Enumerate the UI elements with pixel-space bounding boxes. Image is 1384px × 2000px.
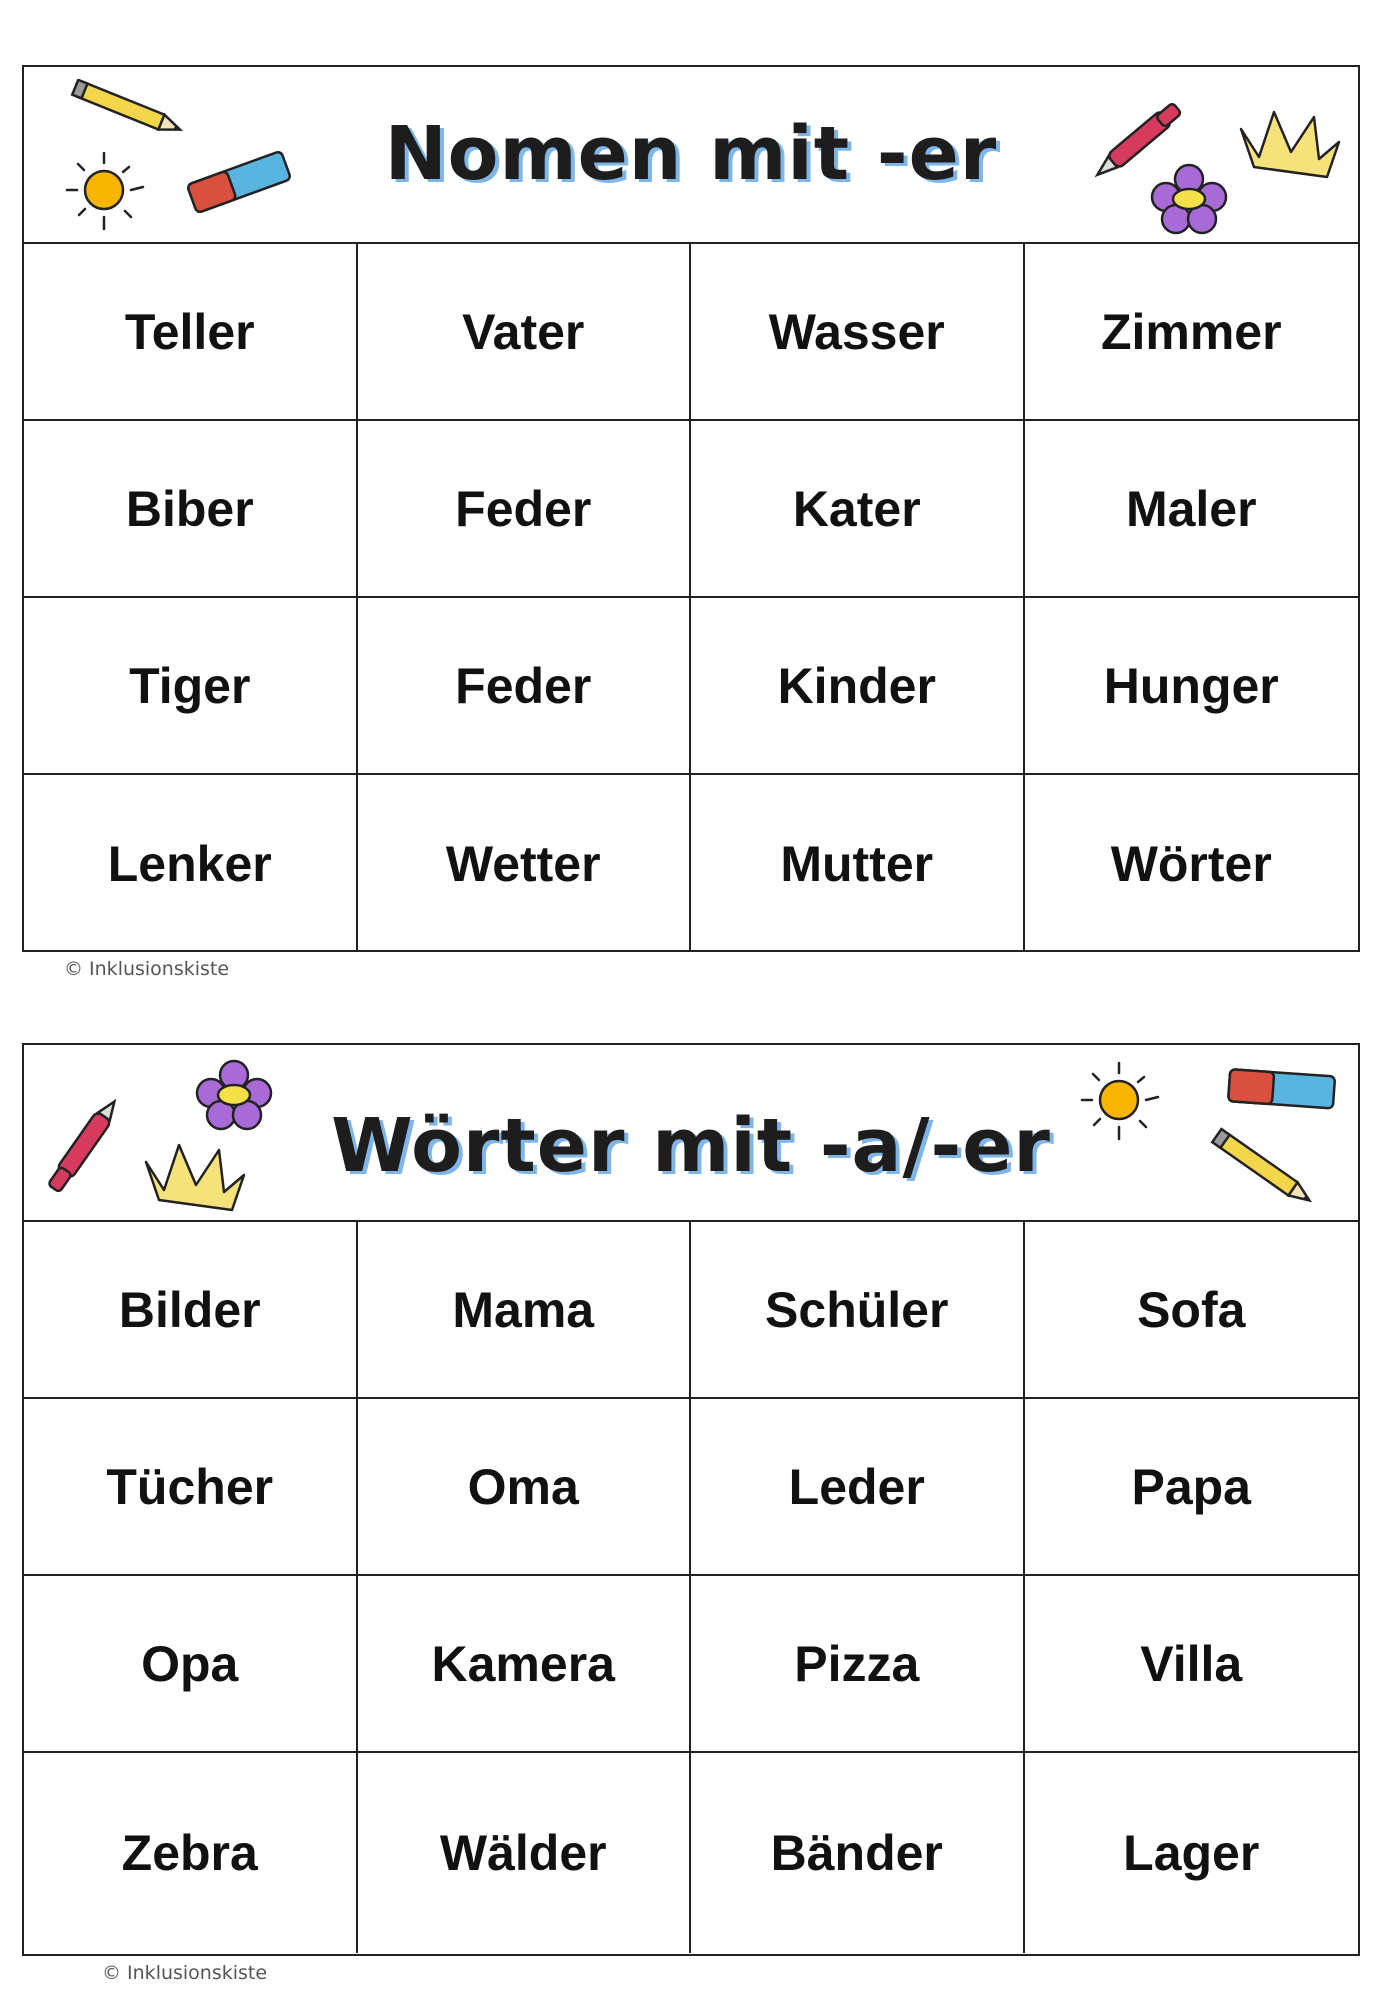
word-cell: Wetter — [358, 775, 692, 952]
card-header — [24, 67, 1358, 244]
word-cell: Leder — [691, 1399, 1025, 1576]
word-cell: Wörter — [1110, 835, 1272, 892]
word-cell: Oma — [358, 1399, 692, 1576]
word-cell: Villa — [1025, 1576, 1359, 1753]
word-cell: Pizza — [691, 1576, 1025, 1753]
word-grid — [24, 244, 1358, 952]
word-cell: Bilder — [24, 1222, 358, 1399]
word-card-woerter-a-er — [22, 1043, 1360, 1956]
section-title: Wörter mit -a/-er — [331, 1103, 1051, 1189]
flower-icon — [1144, 159, 1234, 239]
eraser-icon — [1219, 1055, 1349, 1125]
pencil-icon — [1204, 1125, 1329, 1215]
word-cell: Wasser — [691, 244, 1025, 421]
word-cell: Kinder — [691, 598, 1025, 775]
word-cell: Papa — [1025, 1399, 1359, 1576]
word-cell: Tiger — [24, 598, 358, 775]
crown-icon — [1229, 97, 1349, 187]
word-grid — [24, 1222, 1358, 1930]
word-cell: Zebra — [24, 1753, 358, 1953]
word-cell: Lenker — [24, 775, 358, 952]
section-title: Nomen mit -er — [384, 111, 998, 197]
word-cell: Tücher — [24, 1399, 358, 1576]
word-cell: Biber — [24, 421, 358, 598]
word-cell: Opa — [24, 1576, 358, 1753]
word-cell: Feder — [358, 421, 692, 598]
word-cell: Hunger — [1025, 598, 1359, 775]
word-cell: Schüler — [691, 1222, 1025, 1399]
sun-icon — [1074, 1055, 1164, 1145]
word-cell: Wälder — [358, 1753, 692, 1953]
word-cell: Kamera — [358, 1576, 692, 1753]
word-cell: Vater — [358, 244, 692, 421]
word-cell: Bänder — [691, 1753, 1025, 1953]
word-cell: Zimmer — [1025, 244, 1359, 421]
word-cell: Kater — [691, 421, 1025, 598]
word-cell: Mama — [358, 1222, 692, 1399]
word-cell: Mutter — [691, 775, 1025, 952]
word-cell: Maler — [1025, 421, 1359, 598]
copyright-note: © Inklusionskiste — [64, 958, 230, 980]
word-cell: Teller — [24, 244, 358, 421]
copyright-note: © Inklusionskiste — [102, 1962, 268, 1984]
word-cell: Lager — [1123, 1825, 1260, 1881]
word-cell: Sofa — [1025, 1222, 1359, 1399]
card-header — [24, 1045, 1358, 1222]
word-cell: Feder — [358, 598, 692, 775]
word-card-nomen-er — [22, 65, 1360, 952]
